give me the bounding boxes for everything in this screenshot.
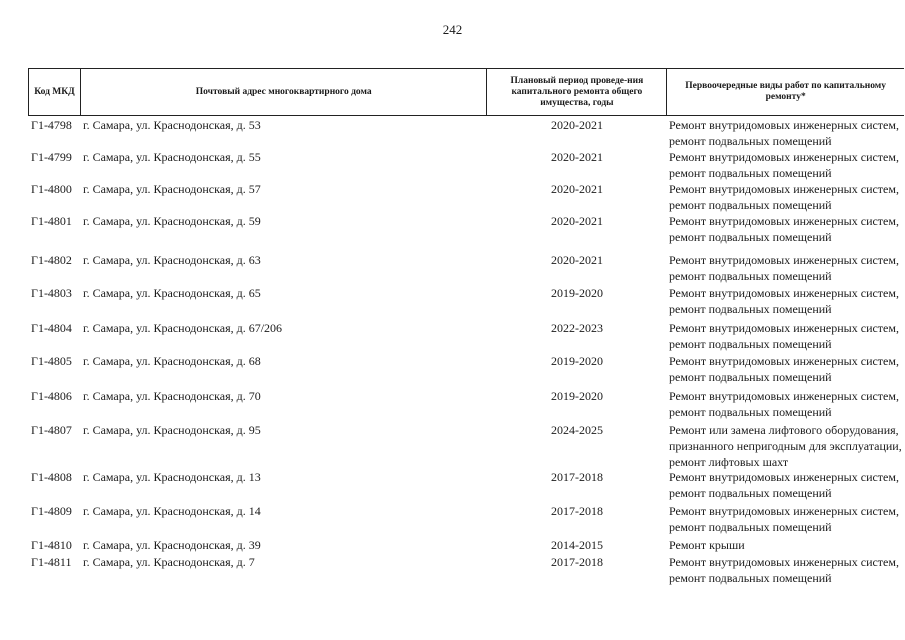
cell-address: г. Самара, ул. Краснодонская, д. 70 <box>83 389 261 403</box>
table-row <box>28 117 904 149</box>
cell-address: г. Самара, ул. Краснодонская, д. 63 <box>83 253 261 267</box>
cell-works: Ремонт внутридомовых инженерных систем, ремонт подвальных помещений <box>669 182 899 212</box>
cell-address: г. Самара, ул. Краснодонская, д. 55 <box>83 150 261 164</box>
table-row <box>28 213 904 245</box>
cell-period: 2020-2021 <box>551 214 603 228</box>
cell-code: Г1-4804 <box>31 321 72 335</box>
cell-code: Г1-4801 <box>31 214 72 228</box>
cell-address: г. Самара, ул. Краснодонская, д. 13 <box>83 470 261 484</box>
table-row <box>28 469 904 501</box>
cell-code: Г1-4803 <box>31 286 72 300</box>
table-row <box>28 537 904 553</box>
header-works: Первоочередные виды работ по капитальному ремонту* <box>685 81 886 102</box>
cell-address: г. Самара, ул. Краснодонская, д. 53 <box>83 118 261 132</box>
cell-address: г. Самара, ул. Краснодонская, д. 65 <box>83 286 261 300</box>
cell-code: Г1-4800 <box>31 182 72 196</box>
cell-works: Ремонт внутридомовых инженерных систем, ремонт подвальных помещений <box>669 504 899 534</box>
cell-address: г. Самара, ул. Краснодонская, д. 95 <box>83 423 261 437</box>
cell-period: 2017-2018 <box>551 504 603 518</box>
header-code: Код МКД <box>29 69 81 115</box>
cell-period: 2020-2021 <box>551 118 603 132</box>
cell-period: 2020-2021 <box>551 253 603 267</box>
cell-code: Г1-4811 <box>31 555 72 569</box>
cell-code: Г1-4809 <box>31 504 72 518</box>
cell-address: г. Самара, ул. Краснодонская, д. 39 <box>83 538 261 552</box>
cell-address: г. Самара, ул. Краснодонская, д. 7 <box>83 555 255 569</box>
cell-address: г. Самара, ул. Краснодонская, д. 14 <box>83 504 261 518</box>
cell-works: Ремонт внутридомовых инженерных систем, ремонт подвальных помещений <box>669 321 899 351</box>
cell-code: Г1-4802 <box>31 253 72 267</box>
cell-period: 2019-2020 <box>551 354 603 368</box>
table-header <box>28 68 904 116</box>
cell-works: Ремонт внутридомовых инженерных систем, ремонт подвальных помещений <box>669 214 899 244</box>
cell-works: Ремонт внутридомовых инженерных систем, ремонт подвальных помещений <box>669 555 899 585</box>
cell-period: 2020-2021 <box>551 182 603 196</box>
cell-works: Ремонт внутридомовых инженерных систем, ремонт подвальных помещений <box>669 150 899 180</box>
cell-address: г. Самара, ул. Краснодонская, д. 59 <box>83 214 261 228</box>
cell-period: 2024-2025 <box>551 423 603 437</box>
cell-period: 2019-2020 <box>551 286 603 300</box>
table-row <box>28 388 904 420</box>
cell-works: Ремонт или замена лифтового оборудования, признанного непригодным для эксплуатации, ремонт лифтовых шахт <box>669 423 902 469</box>
cell-works: Ремонт внутридомовых инженерных систем, ремонт подвальных помещений <box>669 286 899 316</box>
table-row <box>28 285 904 317</box>
cell-code: Г1-4808 <box>31 470 72 484</box>
cell-code: Г1-4799 <box>31 150 72 164</box>
cell-address: г. Самара, ул. Краснодонская, д. 57 <box>83 182 261 196</box>
cell-code: Г1-4810 <box>31 538 72 552</box>
header-period: Плановый период проведе-ния капитального ремонта общего имущества, годы <box>487 69 667 115</box>
cell-works: Ремонт внутридомовых инженерных систем, ремонт подвальных помещений <box>669 389 899 419</box>
cell-address: г. Самара, ул. Краснодонская, д. 67/206 <box>83 321 283 335</box>
table-row <box>28 503 904 535</box>
table-row <box>28 181 904 213</box>
cell-works: Ремонт внутридомовых инженерных систем, ремонт подвальных помещений <box>669 470 899 500</box>
table-row <box>28 422 904 470</box>
table-row <box>28 149 904 181</box>
cell-period: 2022-2023 <box>551 321 603 335</box>
cell-period: 2020-2021 <box>551 150 603 164</box>
table-row <box>28 353 904 385</box>
cell-period: 2017-2018 <box>551 470 603 484</box>
cell-period: 2017-2018 <box>551 555 603 569</box>
table-row <box>28 252 904 284</box>
page-number: 242 <box>442 22 463 37</box>
cell-works: Ремонт внутридомовых инженерных систем, ремонт подвальных помещений <box>669 354 899 384</box>
cell-code: Г1-4807 <box>31 423 72 437</box>
cell-address: г. Самара, ул. Краснодонская, д. 68 <box>83 354 261 368</box>
cell-works: Ремонт крыши <box>669 538 745 552</box>
cell-code: Г1-4805 <box>31 354 72 368</box>
cell-works: Ремонт внутридомовых инженерных систем, ремонт подвальных помещений <box>669 118 899 148</box>
table-row <box>28 320 904 352</box>
table-row <box>28 554 904 586</box>
cell-period: 2014-2015 <box>551 538 603 552</box>
cell-code: Г1-4798 <box>31 118 72 132</box>
header-address: Почтовый адрес многоквартирного дома <box>81 69 488 115</box>
cell-works: Ремонт внутридомовых инженерных систем, ремонт подвальных помещений <box>669 253 899 283</box>
cell-code: Г1-4806 <box>31 389 72 403</box>
cell-period: 2019-2020 <box>551 389 603 403</box>
